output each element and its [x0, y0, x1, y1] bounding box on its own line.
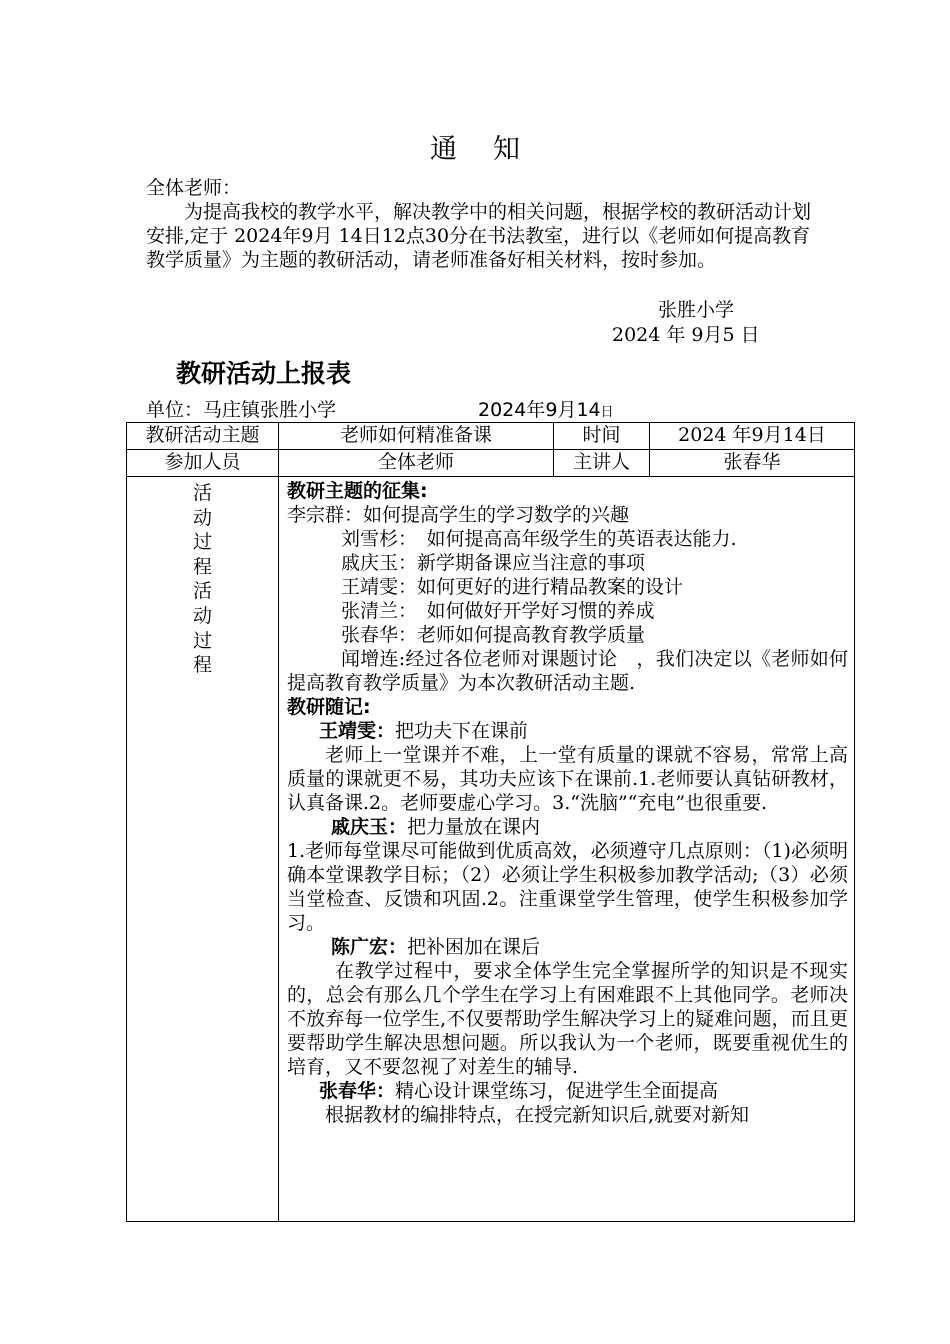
- note-heading: [287, 815, 848, 839]
- section-title-collection: 教研主题的征集:: [287, 480, 428, 502]
- note-text: 在教学过程中，要求全体学生完全掌握所学的知识是不现实的，总会有那么几个学生在学习上有困难跟不上其他同学。老师决不放弃每一位学生,不仅要帮助学生解决学习上的疑难问题，而且更要帮助学生解决思想问题。所以我认为一个老师，既要重视优生的培育，又不要忽视了对差生的辅导.: [287, 960, 848, 1078]
- notice-title: 通知: [430, 134, 556, 165]
- report-date-suffix: 日: [600, 405, 614, 420]
- time-label: 时间: [554, 423, 650, 450]
- notice-signature-date: 2024 年 9月5 日: [612, 324, 760, 346]
- proposal-item: 戚庆玉：新学期备课应当注意的事项: [341, 552, 646, 574]
- notice-paragraph: 为提高我校的教学水平，解决教学中的相关问题，根据学校的教研活动计划安排,定于 2024年9月 14日12点30分在书法教室，进行以《老师如何提高教育教学质量》为主题的教研活动，请老师准备好相关材料，按时参加。: [146, 201, 812, 271]
- proposal-item: 张春华：老师如何提高教育教学质量: [341, 624, 646, 646]
- proposal-item: 刘雪杉： 如何提高高年级学生的英语表达能力.: [341, 528, 737, 550]
- note-name: 张春华：: [319, 1080, 396, 1102]
- side-char: 动: [192, 604, 212, 627]
- proposal-item: 李宗群：如何提高学生的学习数学的兴趣: [287, 504, 630, 526]
- report-date-main: 2024年9月14: [478, 399, 601, 421]
- note-topic: 把力量放在课内: [407, 816, 541, 838]
- note-name: 戚庆玉：: [331, 816, 408, 838]
- note-heading: [287, 719, 848, 743]
- side-char: 程: [192, 555, 212, 578]
- report-table: [126, 422, 855, 1222]
- report-title: 教研活动上报表: [176, 359, 352, 388]
- note-name: 王靖雯：: [319, 720, 396, 742]
- topic-label: 教研活动主题: [127, 423, 279, 450]
- note-text: 1.老师每堂课尽可能做到优质高效，必须遵守几点原则：（1)必须明确本堂课教学目标；（2）必须让学生积极参加教学活动;（3）必须当堂检查、反馈和巩固.2。注重课堂学生管理，使学生积极参加学习。: [287, 840, 848, 934]
- side-char: 活: [192, 580, 212, 603]
- note-text: 根据教材的编排特点，在授完新知识后,就要对新知: [325, 1104, 750, 1126]
- side-char: 过: [192, 531, 212, 554]
- side-char: 过: [192, 629, 212, 652]
- table-row: [127, 477, 855, 1222]
- section-title-notes: 教研随记:: [287, 696, 371, 718]
- speaker-label: 主讲人: [554, 450, 650, 477]
- report-date: [478, 398, 614, 425]
- note-text: 老师上一堂课并不难，上一堂有质量的课就不容易，常常上高质量的课就更不易，其功夫应该下在课前.1.老师要认真钻研教材，认真备课.2。老师要虚心学习。3.“洗脑”“充电”也很重要.: [287, 744, 848, 814]
- activity-process-label: [127, 477, 279, 1222]
- table-row: [127, 423, 855, 450]
- note-name: 陈广宏：: [331, 936, 408, 958]
- proposal-item: 王靖雯：如何更好的进行精品教案的设计: [341, 576, 684, 598]
- side-char: 活: [192, 482, 212, 504]
- participants-label: 参加人员: [127, 450, 279, 477]
- note-topic: 精心设计课堂练习，促进学生全面提高: [395, 1080, 719, 1102]
- speaker-value: 张春华: [650, 450, 855, 477]
- participants-value: 全体老师: [279, 450, 554, 477]
- activity-content: [279, 477, 855, 1222]
- table-row: [127, 450, 855, 477]
- note-heading: [287, 1079, 848, 1103]
- notice-salutation: 全体老师：: [146, 177, 242, 199]
- topic-value: 老师如何精准备课: [279, 423, 554, 450]
- proposal-item: 张清兰： 如何做好开学好习惯的养成: [341, 600, 655, 622]
- side-char: 动: [192, 506, 212, 529]
- report-unit: 单位：马庄镇张胜小学: [146, 399, 337, 421]
- note-heading: [287, 935, 848, 959]
- notice-body: [146, 176, 816, 272]
- proposal-conclusion: 闻增连:经过各位老师对课题讨论 ，我们决定以《老师如何提高教育教学质量》为本次教研活动主题.: [287, 648, 848, 694]
- note-topic: 把补困加在课后: [407, 936, 541, 958]
- side-char: 程: [192, 654, 212, 677]
- note-topic: 把功夫下在课前: [395, 720, 529, 742]
- notice-signature-org: 张胜小学: [658, 299, 735, 321]
- time-value: 2024 年9月14日: [650, 423, 855, 450]
